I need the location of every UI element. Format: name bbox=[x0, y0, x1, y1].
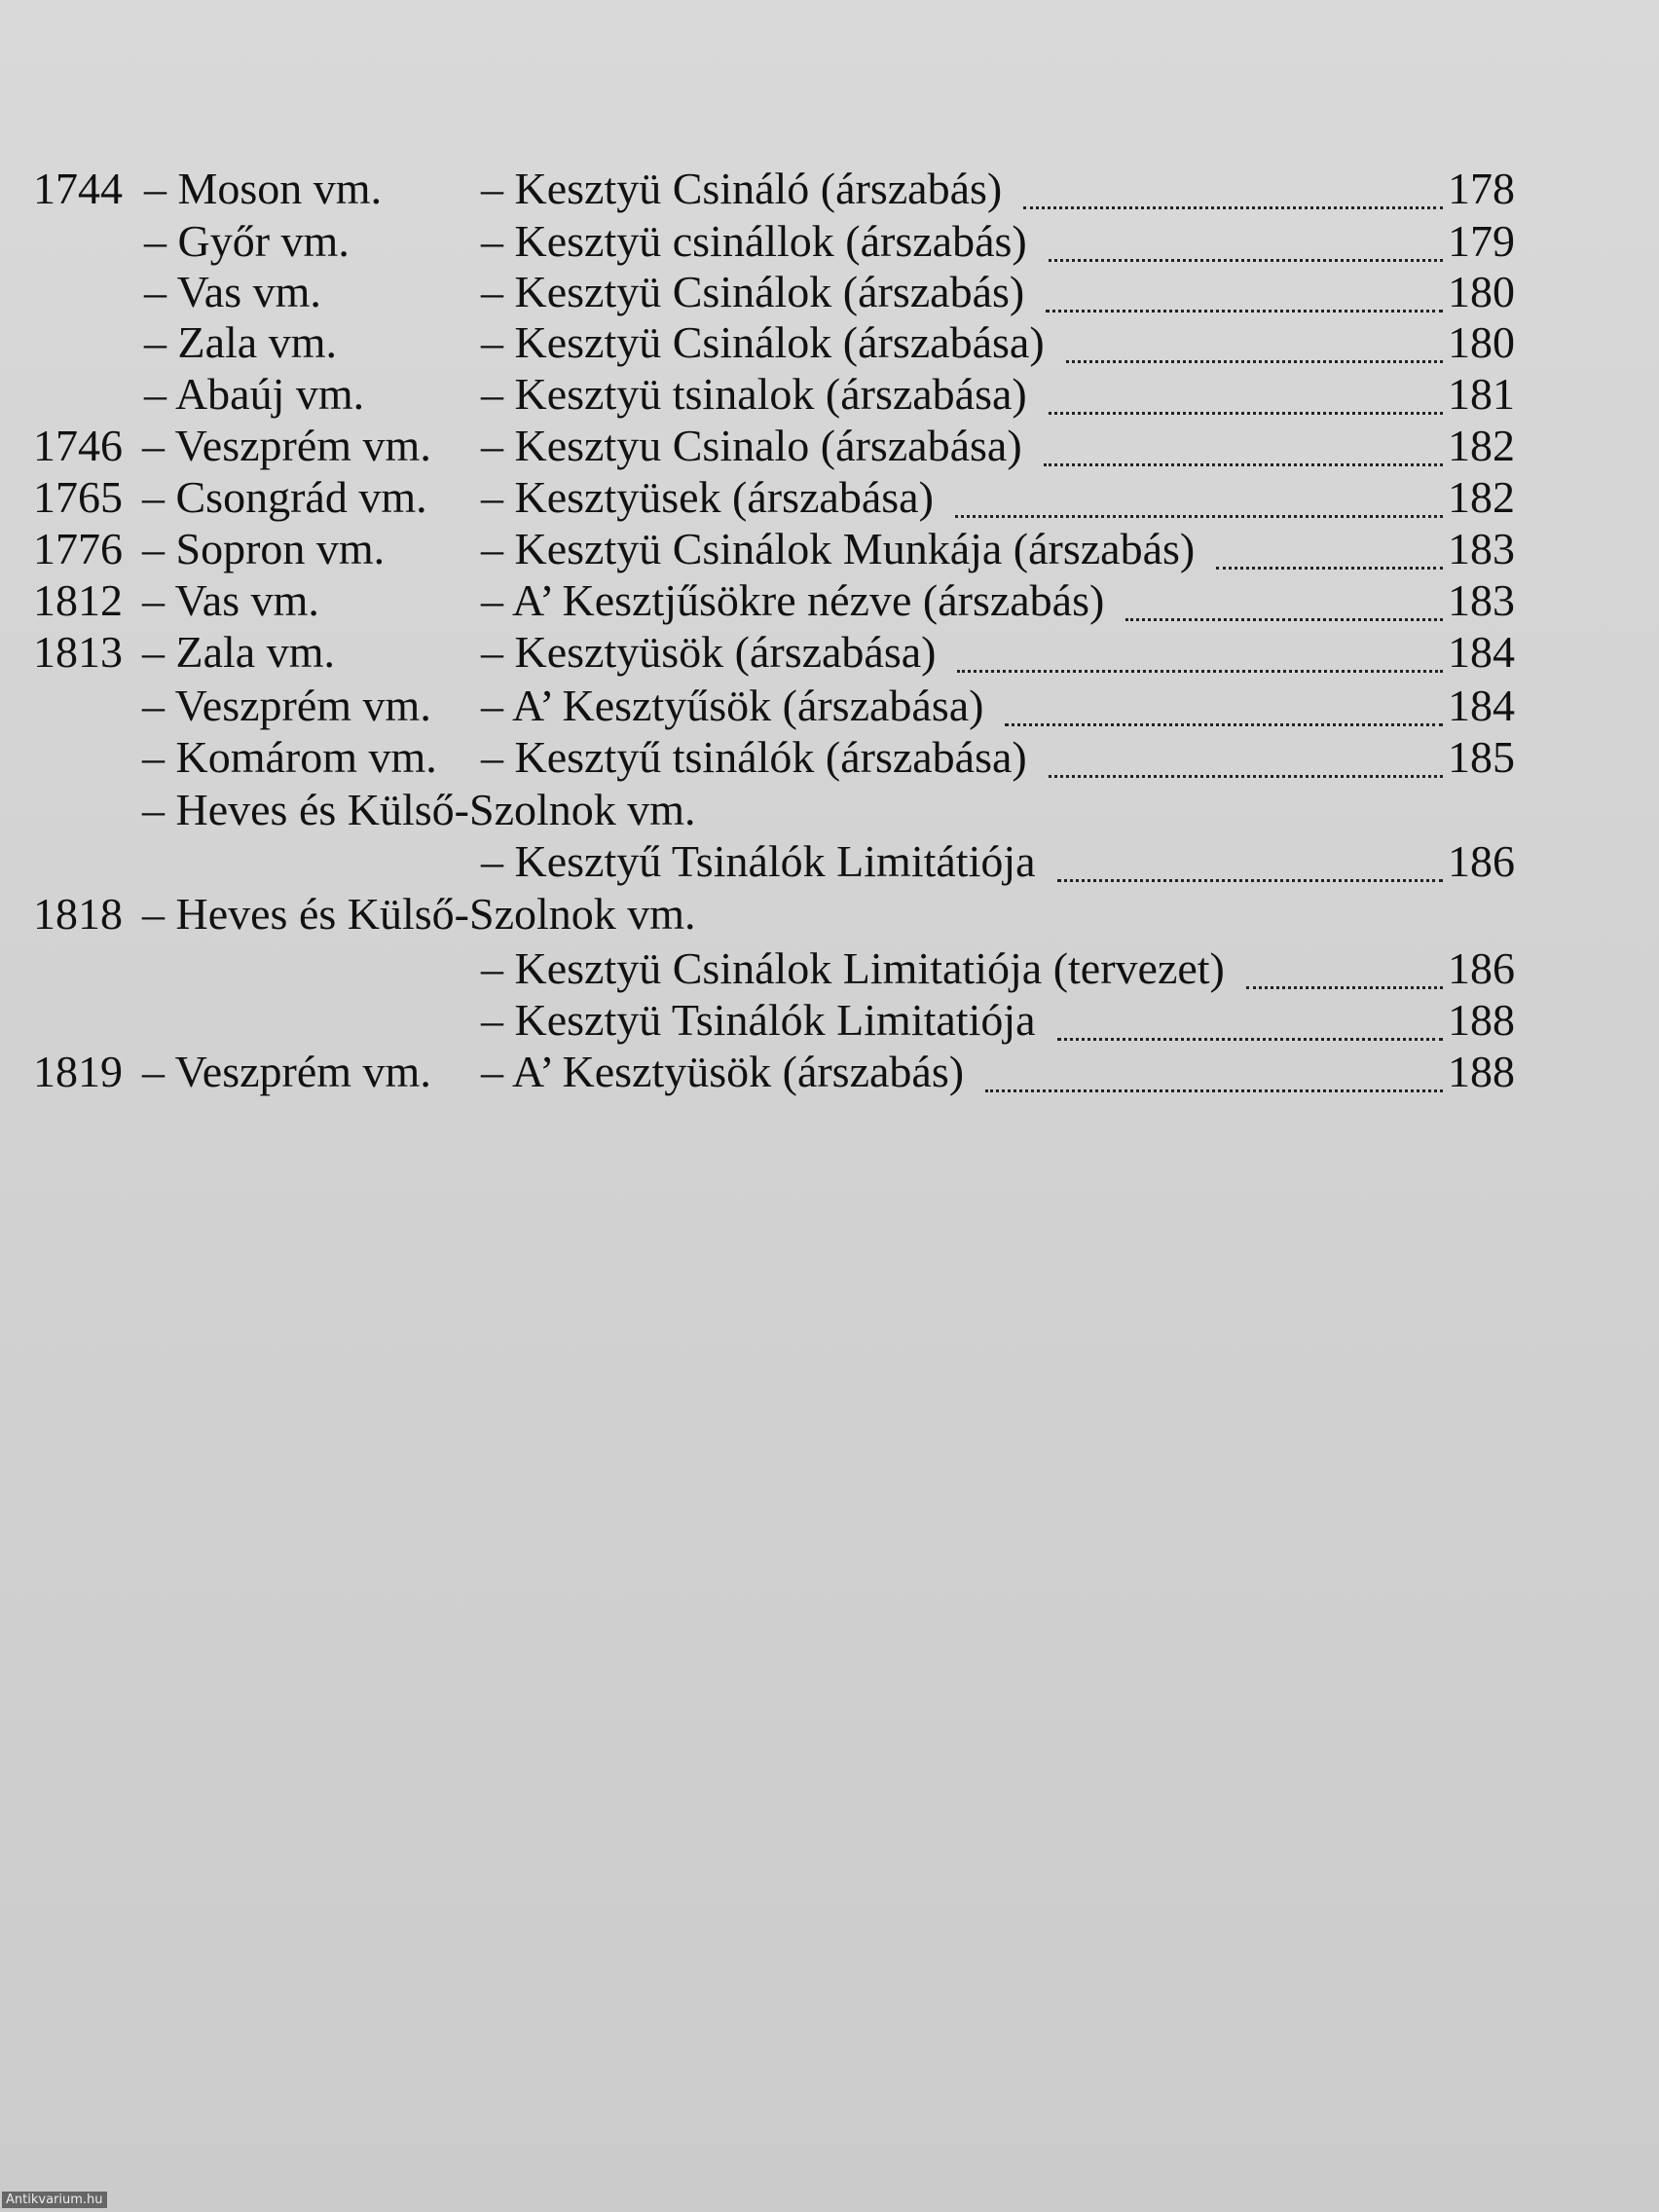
entry-year: 1813 bbox=[33, 627, 123, 677]
entry-title: – Kesztyü Csinálok (árszabás) bbox=[481, 267, 1025, 316]
toc-entry bbox=[0, 993, 1659, 1048]
dot-leader bbox=[1216, 567, 1443, 570]
entry-title: – Kesztyü csinállok (árszabás) bbox=[481, 216, 1027, 266]
entry-page-number: 182 bbox=[1448, 472, 1515, 522]
entry-page-number: 186 bbox=[1448, 943, 1515, 993]
dot-leader bbox=[1049, 775, 1443, 778]
entry-page-number: 184 bbox=[1448, 681, 1515, 730]
entry-title: – Kesztyü Csinálok (árszabása) bbox=[481, 317, 1045, 367]
dot-leader bbox=[1246, 986, 1443, 989]
entry-county: – Csongrád vm. bbox=[142, 472, 427, 522]
entry-county: – Komárom vm. bbox=[142, 732, 437, 782]
entry-title: – Kesztyü Csinálok Limitatiója (tervezet) bbox=[481, 943, 1225, 993]
entry-year: 1819 bbox=[33, 1047, 123, 1096]
entry-county: – Zala vm. bbox=[142, 627, 335, 677]
toc-entry bbox=[0, 730, 1659, 785]
toc-entry bbox=[0, 1045, 1659, 1099]
dot-leader bbox=[1125, 618, 1443, 621]
dot-leader bbox=[955, 515, 1443, 518]
toc-entry bbox=[0, 470, 1659, 525]
entry-county: – Győr vm. bbox=[144, 216, 350, 266]
entry-page-number: 181 bbox=[1448, 369, 1515, 419]
entry-title: – Kesztyü tsinalok (árszabása) bbox=[481, 369, 1027, 419]
entry-title: – Kesztyü Csináló (árszabás) bbox=[481, 164, 1003, 213]
entry-county: – Heves és Külső-Szolnok vm. bbox=[142, 785, 696, 834]
toc-entry bbox=[0, 522, 1659, 576]
toc-entry bbox=[0, 625, 1659, 680]
toc-entry bbox=[0, 315, 1659, 370]
dot-leader bbox=[1057, 879, 1443, 882]
toc-entry bbox=[0, 887, 1659, 941]
entry-county: – Sopron vm. bbox=[142, 524, 386, 573]
entry-title: – A’ Kesztyűsök (árszabása) bbox=[481, 681, 984, 730]
toc-entry bbox=[0, 783, 1659, 837]
dot-leader bbox=[1046, 310, 1443, 313]
dot-leader bbox=[1023, 206, 1443, 209]
entry-county: – Moson vm. bbox=[144, 164, 383, 213]
entry-county: – Veszprém vm. bbox=[142, 681, 431, 730]
entry-page-number: 188 bbox=[1448, 995, 1515, 1045]
entry-county: – Vas vm. bbox=[144, 267, 321, 316]
entry-title: – Kesztyüsek (árszabása) bbox=[481, 472, 934, 522]
entry-page-number: 183 bbox=[1448, 575, 1515, 625]
watermark-label: Antikvarium.hu bbox=[2, 2192, 107, 2208]
toc-entry bbox=[0, 265, 1659, 319]
entry-page-number: 185 bbox=[1448, 732, 1515, 782]
dot-leader bbox=[1044, 463, 1443, 466]
entry-page-number: 179 bbox=[1448, 216, 1515, 266]
entry-county: – Veszprém vm. bbox=[142, 421, 431, 470]
toc-entry bbox=[0, 214, 1659, 269]
entry-page-number: 188 bbox=[1448, 1047, 1515, 1096]
entry-page-number: 178 bbox=[1448, 164, 1515, 213]
entry-title: – Kesztyű Tsinálók Limitátiója bbox=[481, 836, 1036, 886]
entry-page-number: 183 bbox=[1448, 524, 1515, 573]
entry-county: – Zala vm. bbox=[144, 317, 337, 367]
dot-leader bbox=[957, 670, 1443, 673]
toc-entry bbox=[0, 162, 1659, 216]
entry-year: 1765 bbox=[33, 472, 123, 522]
entry-year: 1812 bbox=[33, 575, 123, 625]
entry-title: – Kesztyű tsinálók (árszabása) bbox=[481, 732, 1027, 782]
entry-title: – Kesztyü Tsinálók Limitatiója bbox=[481, 995, 1036, 1045]
entry-page-number: 180 bbox=[1448, 267, 1515, 316]
entry-title: – Kesztyüsök (árszabása) bbox=[481, 627, 937, 677]
entry-county: – Heves és Külső-Szolnok vm. bbox=[142, 889, 696, 939]
dot-leader bbox=[985, 1089, 1443, 1092]
dot-leader bbox=[1057, 1038, 1443, 1041]
toc-entry bbox=[0, 679, 1659, 733]
entry-page-number: 182 bbox=[1448, 421, 1515, 470]
dot-leader bbox=[1049, 412, 1443, 415]
dot-leader bbox=[1005, 723, 1443, 726]
entry-page-number: 184 bbox=[1448, 627, 1515, 677]
entry-title: – A’ Kesztjűsökre nézve (árszabás) bbox=[481, 575, 1105, 625]
entry-county: – Veszprém vm. bbox=[142, 1047, 431, 1096]
dot-leader bbox=[1066, 360, 1443, 363]
toc-entry bbox=[0, 419, 1659, 473]
entry-page-number: 180 bbox=[1448, 317, 1515, 367]
entry-title: – A’ Kesztyüsök (árszabás) bbox=[481, 1047, 965, 1096]
entry-year: 1776 bbox=[33, 524, 123, 573]
toc-entry bbox=[0, 573, 1659, 628]
dot-leader bbox=[1049, 259, 1443, 262]
entry-county: – Vas vm. bbox=[142, 575, 319, 625]
entry-page-number: 186 bbox=[1448, 836, 1515, 886]
entry-year: 1744 bbox=[33, 164, 123, 213]
toc-entry bbox=[0, 941, 1659, 996]
entry-county: – Abaúj vm. bbox=[144, 369, 365, 419]
entry-year: 1818 bbox=[33, 889, 123, 939]
toc-entry bbox=[0, 834, 1659, 889]
entry-year: 1746 bbox=[33, 421, 123, 470]
toc-entry bbox=[0, 367, 1659, 422]
entry-title: – Kesztyu Csinalo (árszabása) bbox=[481, 421, 1022, 470]
entry-title: – Kesztyü Csinálok Munkája (árszabás) bbox=[481, 524, 1196, 573]
